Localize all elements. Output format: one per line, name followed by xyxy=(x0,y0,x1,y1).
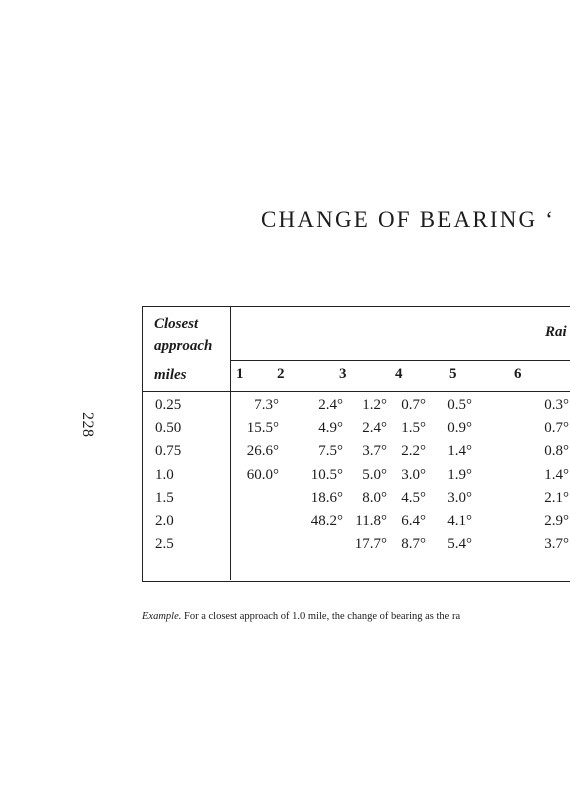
table-cell: 60.0° xyxy=(246,467,279,483)
table-cell: 8.0° xyxy=(362,490,387,506)
column-number: 1 xyxy=(236,366,244,382)
table-cell: 1.9° xyxy=(447,467,472,483)
table-cell: 48.2° xyxy=(310,513,343,529)
table-cell: 3.7° xyxy=(362,443,387,459)
header-closest: Closest xyxy=(154,316,199,332)
column-number: 3 xyxy=(339,366,347,382)
row-label: 2.0 xyxy=(155,513,174,529)
table-cell: 8.7° xyxy=(401,536,426,552)
table-cell: 3.7° xyxy=(544,536,569,552)
table-body-divider xyxy=(142,391,570,392)
range-label: Rai xyxy=(545,324,567,340)
table-cell: 15.5° xyxy=(246,420,279,436)
table-cell: 17.7° xyxy=(354,536,387,552)
table-cell: 5.4° xyxy=(447,536,472,552)
example-text: For a closest approach of 1.0 mile, the change of bearing as the ra xyxy=(181,611,461,622)
column-number: 6 xyxy=(514,366,522,382)
table-cell: 11.8° xyxy=(355,513,387,529)
row-label: 0.75 xyxy=(155,443,182,459)
table-cell: 2.4° xyxy=(362,420,387,436)
column-number: 4 xyxy=(395,366,403,382)
column-number: 2 xyxy=(277,366,285,382)
header-approach: approach xyxy=(154,338,213,354)
table-cell: 2.2° xyxy=(401,443,426,459)
table-cell: 4.5° xyxy=(401,490,426,506)
table-cell: 10.5° xyxy=(310,467,343,483)
table-cell: 7.3° xyxy=(254,397,279,413)
example-caption xyxy=(142,611,460,622)
row-label: 2.5 xyxy=(155,536,174,552)
table-cell: 1.4° xyxy=(447,443,472,459)
table-cell: 2.1° xyxy=(544,490,569,506)
table-cell: 1.5° xyxy=(401,420,426,436)
row-label: 0.50 xyxy=(155,420,182,436)
table-cell: 2.4° xyxy=(318,397,343,413)
table-cell: 3.0° xyxy=(447,490,472,506)
row-label: 1.5 xyxy=(155,490,174,506)
header-miles: miles xyxy=(154,367,187,383)
table-column-divider xyxy=(230,306,231,580)
table-cell: 18.6° xyxy=(310,490,343,506)
table-cell: 2.9° xyxy=(544,513,569,529)
row-label: 1.0 xyxy=(155,467,174,483)
table-cell: 1.2° xyxy=(362,397,387,413)
table-cell: 4.9° xyxy=(318,420,343,436)
table-cell: 0.3° xyxy=(544,397,569,413)
table-cell: 3.0° xyxy=(401,467,426,483)
page-title: CHANGE OF BEARING ‘ xyxy=(261,207,556,232)
table-cell: 0.7° xyxy=(544,420,569,436)
column-number: 5 xyxy=(449,366,457,382)
table-cell: 1.4° xyxy=(544,467,569,483)
table-cell: 0.5° xyxy=(447,397,472,413)
table-cell: 7.5° xyxy=(318,443,343,459)
table-cell: 4.1° xyxy=(447,513,472,529)
table-cell: 6.4° xyxy=(401,513,426,529)
row-label: 0.25 xyxy=(155,397,182,413)
table-header-divider xyxy=(230,360,570,361)
table-cell: 0.8° xyxy=(544,443,569,459)
example-label: Example. xyxy=(142,611,182,622)
table-cell: 5.0° xyxy=(362,467,387,483)
table-cell: 0.9° xyxy=(447,420,472,436)
table-cell: 0.7° xyxy=(401,397,426,413)
page-number: 228 xyxy=(79,412,96,438)
table-cell: 26.6° xyxy=(246,443,279,459)
